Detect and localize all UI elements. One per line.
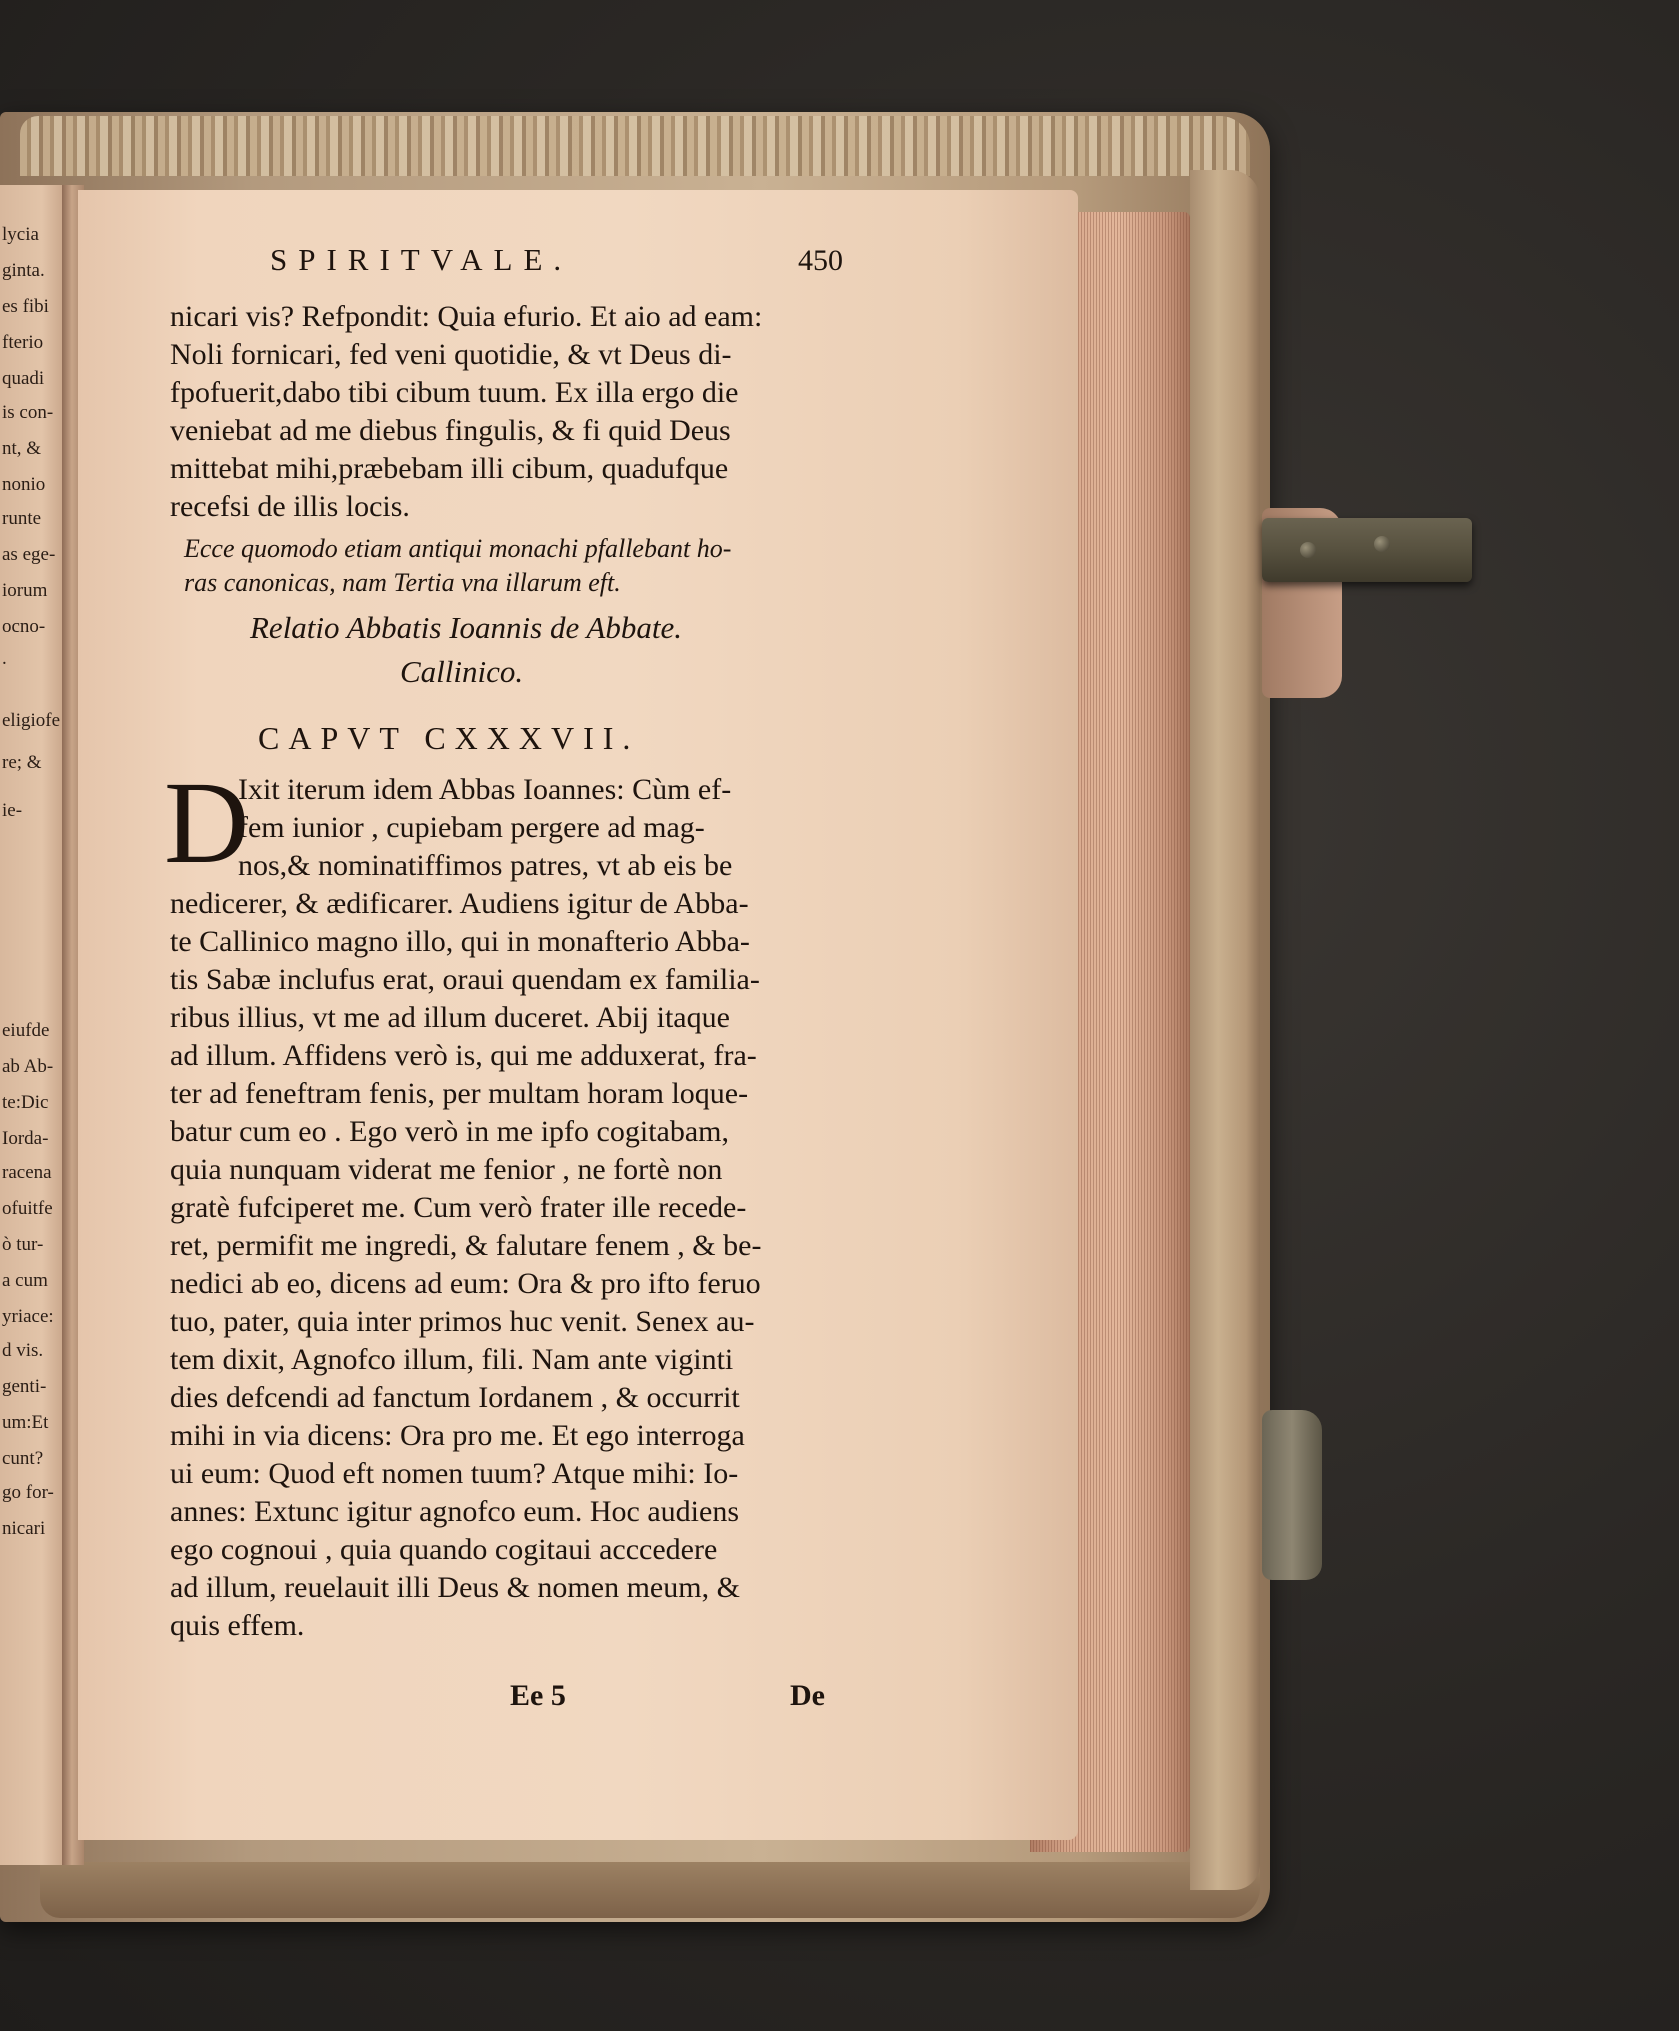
left-page-line-fragment: eiufde (2, 1020, 50, 1041)
chapter-body (170, 885, 850, 1645)
left-page-line-fragment: nonio (2, 474, 46, 495)
left-page-line-fragment: ab Ab- (2, 1056, 54, 1077)
text-line: nicari vis? Refpondit: Quia efurio. Et aio ad eam: (170, 300, 763, 333)
left-page-line-fragment: quadi (2, 368, 45, 389)
cover-top-edge (20, 116, 1250, 176)
relatio-line: Callinico. (400, 654, 524, 689)
left-page-line-fragment: eligiofe (2, 710, 61, 731)
text-line: ribus illius, vt me ad illum duceret. Abij itaque (170, 1001, 730, 1034)
text-line: nedicerer, & ædificarer. Audiens igitur de Abba- (170, 887, 749, 920)
opening-paragraph (170, 298, 850, 526)
text-line: ui eum: Quod eft nomen tuum? Atque mihi: Io- (170, 1457, 739, 1490)
left-page-line-fragment: racena (2, 1162, 52, 1183)
left-page-line-fragment: ie- (2, 800, 23, 821)
text-line: nedici ab eo, dicens ad eum: Ora & pro ifto feruo (170, 1267, 761, 1300)
metal-clasp (1262, 518, 1472, 582)
text-line: dies defcendi ad fanctum Iordanem , & occurrit (170, 1381, 740, 1414)
left-page-line-fragment: ginta. (2, 260, 45, 281)
text-line: veniebat ad me diebus fingulis, & fi quid Deus (170, 414, 731, 447)
left-page-line-fragment: cunt? (2, 1448, 44, 1469)
left-page-line-fragment: ò tur- (2, 1234, 44, 1255)
left-page-line-fragment: Iorda- (2, 1128, 49, 1149)
left-page-line-fragment: re; & (2, 752, 42, 773)
text-line: recefsi de illis locis. (170, 490, 410, 523)
back-board-edge (1190, 170, 1260, 1890)
relatio-line: Relatio Abbatis Ioannis de Abbate. (250, 610, 682, 645)
gloss-line: Ecce quomodo etiam antiqui monachi pfallebant ho- (184, 534, 732, 563)
gloss-line: ras canonicas, nam Tertia vna illarum eft. (184, 568, 621, 597)
left-page-line-fragment: um:Et (2, 1412, 49, 1433)
signature-mark: Ee 5 (510, 1679, 566, 1712)
left-page-line-fragment: go for- (2, 1482, 54, 1503)
gloss-note (170, 532, 850, 600)
catchword: De (790, 1679, 825, 1712)
text-line: ter ad feneftram fenis, per multam horam loque- (170, 1077, 749, 1110)
rivet-icon (1374, 536, 1390, 552)
left-page-line-fragment: runte (2, 508, 42, 529)
text-line: tem dixit, Agnofco illum, fili. Nam ante viginti (170, 1343, 734, 1376)
lower-clasp-remnant (1262, 1410, 1322, 1580)
text-line: nos,& nominatiffimos patres, vt ab eis be (238, 849, 733, 882)
left-page-line-fragment: lycia (2, 224, 39, 245)
left-page-line-fragment: is con- (2, 402, 54, 423)
left-page-line-fragment: . (2, 648, 7, 669)
text-line: quis effem. (170, 1609, 305, 1642)
cover-bottom-edge (40, 1862, 1260, 1918)
left-page-line-fragment: es fibi (2, 296, 49, 317)
running-head (170, 242, 850, 298)
left-page-line-fragment: a cum (2, 1270, 48, 1291)
left-page-line-fragment: ocno- (2, 616, 46, 637)
left-page-line-fragment: te:Dic (2, 1092, 49, 1113)
text-line: Noli fornicari, fed veni quotidie, & vt Deus di- (170, 338, 732, 371)
relatio-heading (170, 606, 850, 694)
book-page (78, 190, 1078, 1840)
page-number: 450 (798, 244, 843, 277)
left-page-line-fragment: as ege- (2, 544, 56, 565)
left-page-line-fragment: nt, & (2, 438, 42, 459)
left-page-line-fragment: d vis. (2, 1340, 44, 1361)
text-line: annes: Extunc igitur agnofco eum. Hoc audiens (170, 1495, 740, 1528)
drop-cap: D (164, 757, 250, 888)
text-line: ad illum. Affidens verò is, qui me adduxerat, fra- (170, 1039, 757, 1072)
rivet-icon (1300, 542, 1316, 558)
text-line: ad illum, reuelauit illi Deus & nomen meum, & (170, 1571, 740, 1604)
text-line: Ixit iterum idem Abbas Ioannes: Cùm ef- (238, 773, 732, 806)
text-line: mihi in via dicens: Ora pro me. Et ego interroga (170, 1419, 745, 1452)
text-line: tis Sabæ inclufus erat, oraui quendam ex familia- (170, 963, 760, 996)
text-line: fem iunior , cupiebam pergere ad mag- (238, 811, 705, 844)
chapter-opening (164, 757, 850, 888)
text-line: quia nunquam viderat me fenior , ne fortè non (170, 1153, 723, 1186)
text-line: batur cum eo . Ego verò in me ipfo cogitabam, (170, 1115, 729, 1148)
text-line: te Callinico magno illo, qui in monafterio Abba- (170, 925, 750, 958)
left-page-line-fragment: yriace: (2, 1306, 54, 1327)
left-page-line-fragment: ofuitfe (2, 1198, 53, 1219)
left-page-line-fragment: fterio (2, 332, 44, 353)
text-line: ego cognoui , quia quando cogitaui acccedere (170, 1533, 718, 1566)
left-page-line-fragment: genti- (2, 1376, 47, 1397)
left-page-line-fragment: nicari (2, 1518, 46, 1539)
text-line: ret, permifit me ingredi, & falutare fenem , & be- (170, 1229, 762, 1262)
page-footer (170, 1679, 850, 1729)
running-title: SPIRITVALE. (270, 242, 573, 277)
text-line: gratè fufciperet me. Cum verò frater ille recede- (170, 1191, 747, 1224)
previous-page-fragment (0, 185, 70, 1865)
left-page-line-fragment: iorum (2, 580, 48, 601)
text-line: mittebat mihi,præbebam illi cibum, quadufque (170, 452, 729, 485)
text-line: fpofuerit,dabo tibi cibum tuum. Ex illa ergo die (170, 376, 739, 409)
page-text-block (164, 242, 850, 1729)
chapter-heading: CAPVT CXXXVII. (258, 720, 640, 756)
text-line: tuo, pater, quia inter primos huc venit. Senex au- (170, 1305, 755, 1338)
